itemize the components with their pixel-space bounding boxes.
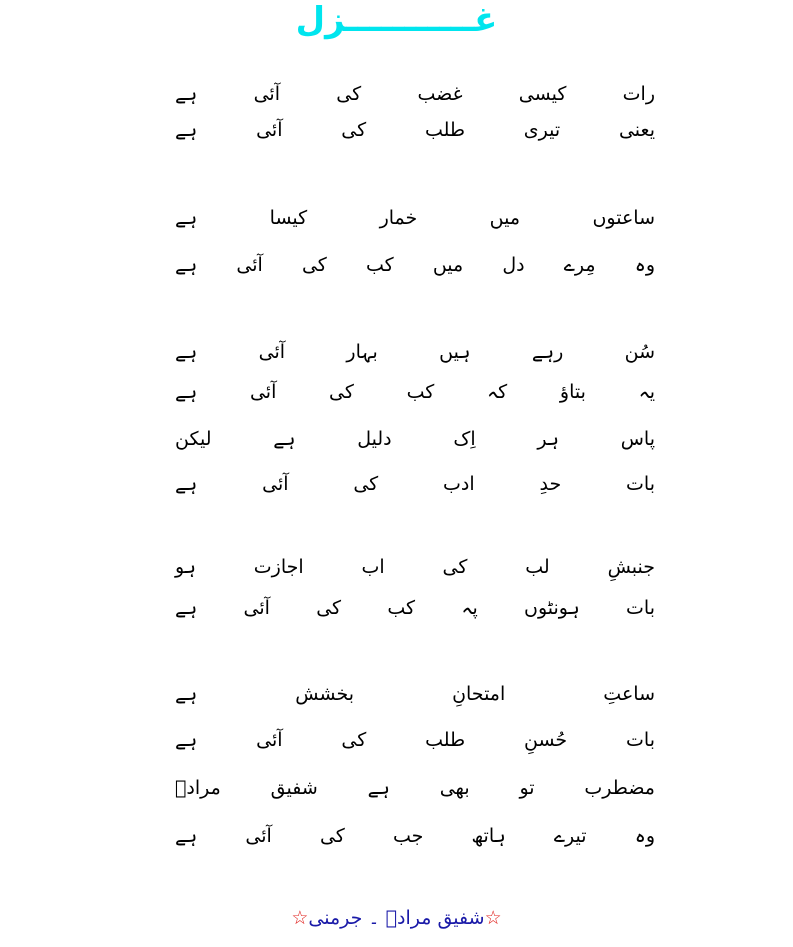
verse-word: آئی <box>262 473 289 495</box>
verse-word: دلیل <box>357 428 392 450</box>
verse-line-1 <box>175 76 655 112</box>
verse-word: خمار <box>379 207 418 229</box>
verse-word: ساعتِ <box>603 683 655 705</box>
verse-line-14 <box>175 818 655 854</box>
verse-word: ہے <box>175 683 198 705</box>
verse-word: ادب <box>443 473 475 495</box>
verse-word: کیسا <box>269 207 308 229</box>
verse-word: ہے <box>367 777 390 799</box>
verse-word: آئی <box>253 83 280 105</box>
verse-word: بخشش <box>295 683 355 705</box>
verse-word: رات <box>622 83 655 105</box>
verse-word: ہونٹوں <box>524 597 580 619</box>
verse-word: پہ <box>461 597 478 619</box>
verse-word: کی <box>336 83 362 105</box>
verse-word: جنبشِ <box>607 556 655 578</box>
verse-line-10 <box>175 590 655 626</box>
verse-word: جب <box>393 825 424 847</box>
verse-word: یعنی <box>618 119 655 141</box>
verse-word: ہر <box>537 428 559 450</box>
verse-word: تیرے <box>553 825 587 847</box>
verse-word: بھی <box>439 777 470 799</box>
verse-word: بتاؤ <box>559 381 586 403</box>
verse-line-5 <box>175 334 655 370</box>
verse-word: کب <box>365 254 394 276</box>
verse-word: یہ <box>638 381 655 403</box>
verse-word: کی <box>329 381 354 403</box>
verse-word: آئی <box>258 341 286 363</box>
verse-word: کی <box>353 473 379 495</box>
verse-word: ہو <box>175 556 196 578</box>
verse-word: کی <box>319 825 345 847</box>
verse-word: کہ <box>487 381 508 403</box>
verse-word: آئی <box>256 119 283 141</box>
verse-word: کب <box>406 381 435 403</box>
star-icon: ☆ <box>291 907 309 929</box>
verse-word: ہے <box>175 119 198 141</box>
verse-line-12 <box>175 722 655 758</box>
star-icon: ☆ <box>484 907 502 929</box>
verse-word: آئی <box>243 597 270 619</box>
verse-word: شفیق <box>270 777 318 799</box>
verse-word: آئی <box>249 381 277 403</box>
verse-word: تو <box>519 777 535 799</box>
verse-word: بات <box>626 729 655 751</box>
verse-word: ہے <box>273 428 296 450</box>
verse-line-4 <box>175 247 655 283</box>
verse-word: سُن <box>624 341 655 363</box>
verse-word: مِرے <box>563 254 596 276</box>
verse-word: ساعتوں <box>592 207 655 229</box>
verse-word: ہے <box>175 825 198 847</box>
verse-word: طلب <box>424 119 466 141</box>
verse-word: میں <box>489 207 521 229</box>
verse-word: کب <box>387 597 416 619</box>
verse-word: اِک <box>453 428 476 450</box>
poet-signature <box>0 900 793 936</box>
verse-word: وہ <box>634 254 655 276</box>
verse-word: بات <box>626 473 655 495</box>
verse-word: ہیں <box>439 341 471 363</box>
verse-line-11 <box>175 676 655 712</box>
verse-word: اب <box>361 556 385 578</box>
verse-word: کی <box>316 597 342 619</box>
verse-word: ہے <box>175 473 198 495</box>
verse-word: بہار <box>346 341 378 363</box>
verse-word: حدِ <box>539 473 562 495</box>
verse-word: دل <box>502 254 525 276</box>
verse-word: تیری <box>523 119 561 141</box>
signature-text: شفیق مرادؔ ۔ جرمنی <box>308 907 485 929</box>
verse-word: ہے <box>175 341 198 363</box>
verse-word: ہے <box>175 729 198 751</box>
verse-word: کی <box>341 729 367 751</box>
verse-word: کی <box>442 556 468 578</box>
verse-line-7 <box>175 421 655 457</box>
verse-word: مرادؔ <box>175 777 221 799</box>
verse-word: ہے <box>175 381 198 403</box>
verse-word: کی <box>341 119 367 141</box>
verse-word: ہے <box>175 597 198 619</box>
verse-word: لب <box>525 556 550 578</box>
verse-line-2 <box>175 112 655 148</box>
verse-word: لیکن <box>175 428 212 450</box>
verse-word: ہے <box>175 83 198 105</box>
verse-line-8 <box>175 466 655 502</box>
verse-word: کی <box>301 254 327 276</box>
verse-word: کیسی <box>518 83 567 105</box>
verse-line-3 <box>175 200 655 236</box>
verse-line-6 <box>175 374 655 410</box>
verse-word: ہے <box>175 207 198 229</box>
verse-word: امتحانِ <box>452 683 506 705</box>
verse-word: ہاتھ <box>471 825 506 847</box>
verse-line-9 <box>175 549 655 585</box>
verse-word: وہ <box>634 825 655 847</box>
verse-word: پاس <box>620 428 655 450</box>
verse-word: بات <box>626 597 655 619</box>
verse-word: آئی <box>236 254 263 276</box>
verse-word: مضطرب <box>584 777 655 799</box>
verse-word: میں <box>432 254 464 276</box>
verse-word: غضب <box>417 83 463 105</box>
verse-line-13 <box>175 770 655 806</box>
verse-word: آئی <box>245 825 272 847</box>
verse-word: حُسنِ <box>524 729 568 751</box>
verse-word: ہے <box>175 254 198 276</box>
verse-word: آئی <box>256 729 283 751</box>
poem-title: غـــــــــــزل <box>295 0 498 40</box>
verse-word: اجازت <box>253 556 304 578</box>
verse-word: رہے <box>531 341 564 363</box>
verse-word: طلب <box>425 729 466 751</box>
